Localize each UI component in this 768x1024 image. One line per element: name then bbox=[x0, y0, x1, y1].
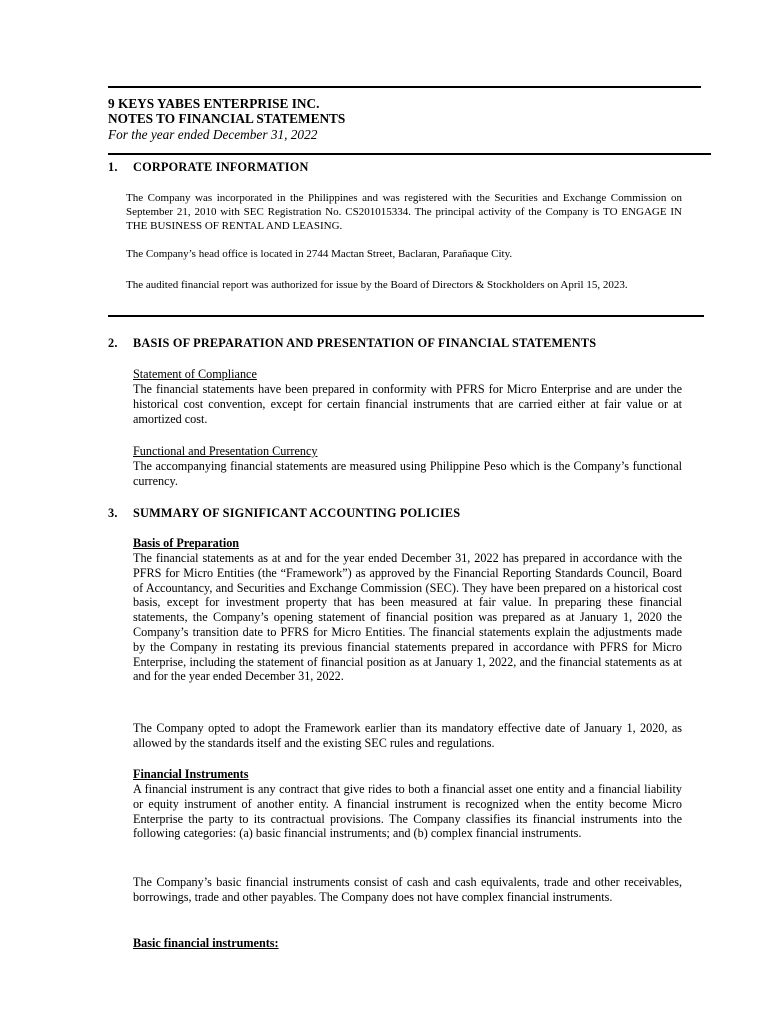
section-3-title: SUMMARY OF SIGNIFICANT ACCOUNTING POLICIES bbox=[133, 506, 461, 520]
section-1-bottom-rule bbox=[108, 315, 704, 317]
currency-text: The accompanying financial statements are measured using Philippine Peso which is the Company’s functional currency. bbox=[133, 459, 682, 488]
compliance-text: The financial statements have been prepared in conformity with PFRS for Micro Enterprise and are under the historical cost convention, except for certain financial instruments that are carried either at fair value or at amortized cost. bbox=[133, 382, 682, 426]
section-1-paragraph: The Company was incorporated in the Philippines and was registered with the Securities and Exchange Commission on September 21, 2010 with SEC Registration No. CS201015334. The principal activity of the Company is TO ENGAGE IN THE BUSINESS OF RENTAL AND LEASING. bbox=[126, 192, 682, 233]
company-name: 9 KEYS YABES ENTERPRISE INC. bbox=[108, 96, 320, 111]
compliance-heading: Statement of Compliance bbox=[133, 367, 257, 381]
financial-instruments-heading: Financial Instruments bbox=[133, 767, 249, 781]
reporting-period: For the year ended December 31, 2022 bbox=[108, 127, 318, 142]
financial-instruments-text: The Company’s basic financial instruments consist of cash and cash equivalents, trade and other receivables, borrowings, trade and other payables. The Company does not have complex financial instruments. bbox=[133, 875, 682, 904]
document-title: NOTES TO FINANCIAL STATEMENTS bbox=[108, 111, 346, 126]
top-rule bbox=[108, 86, 701, 88]
section-2-number: 2. bbox=[108, 336, 118, 350]
section-3-number: 3. bbox=[108, 506, 118, 520]
basis-text: The Company opted to adopt the Framework earlier than its mandatory effective date of January 1, 2020, as allowed by the standards itself and the existing SEC rules and regulations. bbox=[133, 721, 682, 750]
section-2-title: BASIS OF PREPARATION AND PRESENTATION OF FINANCIAL STATEMENTS bbox=[133, 336, 597, 350]
basis-heading: Basis of Preparation bbox=[133, 536, 240, 550]
basic-financial-instruments-heading: Basic financial instruments: bbox=[133, 936, 279, 950]
currency-heading: Functional and Presentation Currency bbox=[133, 444, 318, 458]
financial-instruments-text: A financial instrument is any contract that give rides to both a financial asset one entity and a financial liability or equity instrument of another entity. A financial instrument is recognized when the entity become Micro Enterprise the party to its contractual provisions. The Company classifies its financial instruments into the following categories: (a) basic financial instruments; and (b) complex financial instruments. bbox=[133, 782, 682, 841]
section-1-paragraph: The Company’s head office is located in 2744 Mactan Street, Baclaran, Parañaque City. bbox=[126, 248, 513, 260]
basis-text: The financial statements as at and for the year ended December 31, 2022 has prepared in accordance with the PFRS for Micro Entities (the “Framework”) as approved by the Financial Reporting Standards Council, Board of Accountancy, and Securities and Exchange Commission (SEC). They have been prepared on a historical cost basis, except for investment property that has been measured at fair value. In preparing these financial statements, the Company’s opening statement of financial position was prepared as at January 1, 2020 the Company’s transition date to PFRS for Micro Entities. The financial statements explain the adjustments made by the Company in restating its previous financial statements prepared in accordance with PFRS for Micro Enterprise, including the statement of financial position as at January 1, 2022, and the financial statements as at and for the year ended December 31, 2022. bbox=[133, 551, 682, 684]
section-1-number: 1. bbox=[108, 160, 118, 174]
section-1-title: CORPORATE INFORMATION bbox=[133, 160, 309, 174]
header-bottom-rule bbox=[108, 153, 711, 155]
section-1-paragraph: The audited financial report was authorized for issue by the Board of Directors & Stockholders on April 15, 2023. bbox=[126, 279, 628, 291]
